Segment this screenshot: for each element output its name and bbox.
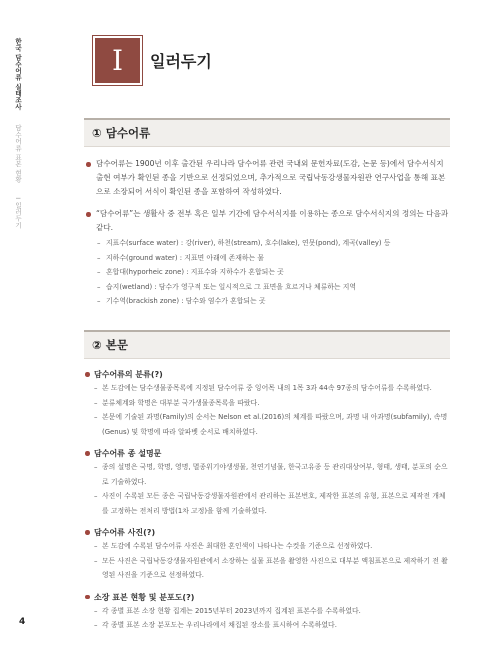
chapter-title: 일러두기 — [150, 52, 212, 71]
list-item: – 습지(wetland) : 담수가 영구적 또는 일시적으로 그 표면을 흐르거나 체류하는 지역 — [84, 280, 450, 295]
side-running-header — [14, 38, 23, 228]
section-freshwater-fish — [84, 118, 450, 309]
list-item: – 본 도감에는 담수생물종목록에 지정된 담수어류 중 잉어목 내의 1목 3과 44속 97종의 담수어류를 수록하였다. — [84, 381, 450, 396]
paragraph: “담수어류”는 생활사 중 전부 혹은 일부 기간에 담수서식지를 이용하는 종으로 담수서식지의 정의는 다음과 같다. — [84, 207, 450, 235]
list-item: – 본문에 기술된 과명(Family)의 순서는 Nelson et al.(2016)의 체계를 따랐으며, 과명 내 아과명(subfamily), 속명(Genus) 및 학명에 따라 알파벳 순서로 배치하였다. — [84, 410, 450, 439]
subsection-title: 담수어류 사진(?) — [84, 526, 450, 539]
list-item: – 지표수(surface water) : 강(river), 하천(stream), 호수(lake), 연못(pond), 계곡(valley) 등 — [84, 236, 450, 251]
section-heading-bar — [84, 118, 450, 147]
paragraph: 담수어류는 1900년 이후 출간된 우리나라 담수어류 관련 국내외 문헌자료(도감, 논문 등)에서 담수서식지 출현 여부가 확인된 종을 기반으로 선정되었으며, 추가적으로 국립낙동강생물자원관 연구사업을 통해 표본으로 소장되어 서식이 확인된 종을 포함하여 작성하였다. — [84, 157, 450, 199]
chapter-numeral-box — [93, 36, 142, 85]
list-item: – 혼합대(hyporheic zone) : 지표수와 지하수가 혼합되는 곳 — [84, 265, 450, 280]
list-item: – 종의 설명은 국명, 학명, 영명, 멸종위기야생생물, 천연기념물, 한국고유종 등 관리대상여부, 형태, 생태, 분포의 순으로 기술하였다. — [84, 460, 450, 489]
section-heading: ② 본문 — [92, 338, 128, 352]
side-tab-sub2: I 일러두기 — [14, 197, 22, 229]
list-item: – 모든 사진은 국립낙동강생물자원관에서 소장하는 실물 표본을 촬영한 사진으로 대부분 액침표본으로 제작하기 전 촬영된 사진을 기준으로 선정하였다. — [84, 554, 450, 583]
section-heading-bar — [84, 330, 450, 359]
list-item: – 본 도감에 수록된 담수어류 사진은 최대한 혼인색이 나타나는 수컷을 기준으로 선정하였다. — [84, 539, 450, 554]
section-main-text — [84, 330, 450, 633]
side-tab-sub1: 담수어류 표본 현황 — [14, 124, 22, 183]
list-item: – 각 종별 표본 소장 분포도는 우리나라에서 채집된 장소를 표시하여 수록하였다. — [84, 618, 450, 633]
list-item: – 각 종별 표본 소장 현황 집계는 2015년부터 2023년까지 집계된 표본수를 수록하였다. — [84, 604, 450, 619]
list-item: – 분류체계와 학명은 대부분 국가생물종목록을 따랐다. — [84, 396, 450, 411]
list-item: – 사진이 수록된 모든 종은 국립낙동강생물자원관에서 관리하는 표본번호, 제작한 표본의 유형, 표본으로 제작전 개체를 고정하는 전처리 방법(1차 고정)을 함께 기술하였다. — [84, 489, 450, 518]
side-tab-title: 한국 담수어류 실태조사 — [14, 38, 22, 110]
subsection-title: 담수어류 종 설명문 — [84, 447, 450, 460]
section-heading: ① 담수어류 — [92, 126, 151, 140]
habitat-list — [84, 236, 450, 309]
chapter-numeral: I — [111, 44, 124, 77]
subsection-title: 담수어류의 분류(?) — [84, 368, 450, 381]
subsection-title: 소장 표본 현황 및 분포도(?) — [84, 591, 450, 604]
list-item: – 지하수(ground water) : 지표면 아래에 존재하는 물 — [84, 251, 450, 266]
list-item: – 기수역(brackish zone) : 담수와 염수가 혼합되는 곳 — [84, 294, 450, 309]
page-number: 4 — [19, 617, 26, 627]
